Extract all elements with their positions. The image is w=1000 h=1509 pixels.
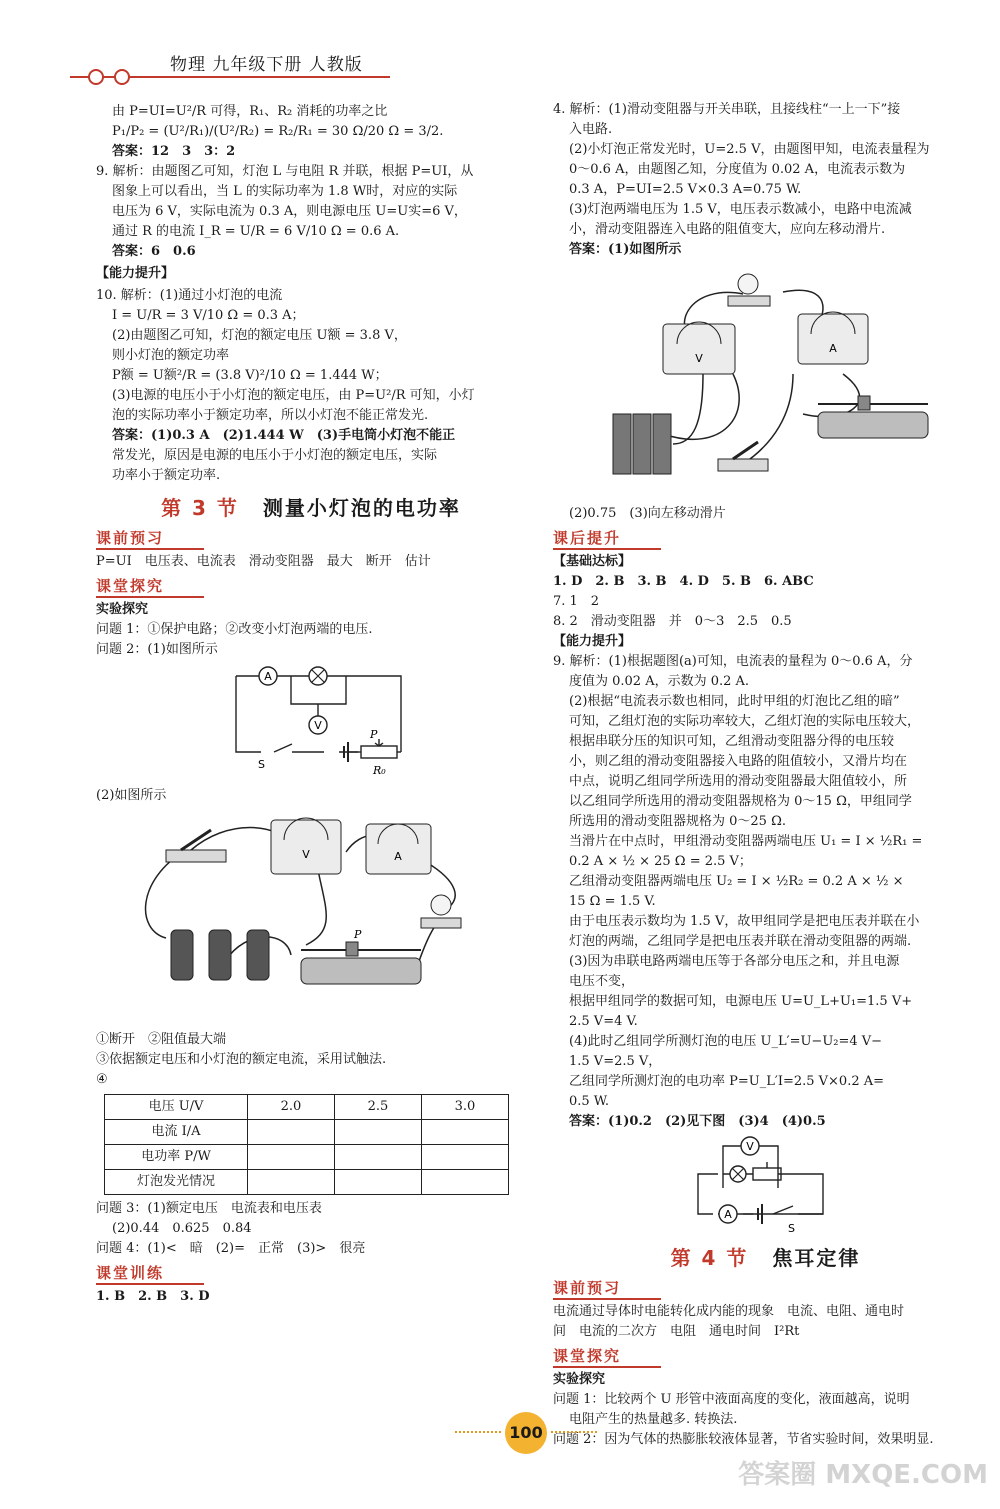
table-cell — [248, 1120, 335, 1145]
battery-icon — [653, 414, 671, 474]
table-cell — [422, 1120, 509, 1145]
ability-tag: 【能力提升】 — [553, 634, 632, 649]
battery-icon — [613, 414, 631, 474]
ability-tag: 【能力提升】 — [96, 266, 175, 281]
q10-answer: 功率小于额定功率. — [112, 468, 221, 483]
q10-line: P额 = U额²/R = (3.8 V)²/10 Ω = 1.444 W； — [112, 368, 388, 383]
table-cell: 2.0 — [248, 1095, 335, 1120]
battery-icon — [171, 930, 193, 980]
preview-answers: 间 电流的二次方 电阻 通电时间 I²Rt — [553, 1324, 800, 1339]
q4-line: 0.3 A，P=UI=2.5 V×0.3 A=0.75 W. — [569, 182, 802, 197]
q10-line: 泡的实际功率小于额定功率，所以小灯泡不能正常发光. — [112, 408, 429, 423]
q9-line: 所选用的滑动变阻器规格为 0～25 Ω. — [569, 814, 786, 829]
ammeter-device-icon — [366, 824, 431, 874]
q9-line: 0.2 A × ½ × 25 Ω = 2.5 V； — [569, 854, 752, 869]
table-row — [105, 1120, 509, 1145]
slider-label: P — [370, 728, 378, 741]
lamp-bulb-icon — [738, 274, 758, 294]
table-row — [105, 1170, 509, 1195]
q4-answer-2: (2)0.75 (3)向左移动滑片 — [569, 506, 726, 521]
right-column — [553, 100, 978, 1450]
question-1: 问题 1：①保护电路；②改变小灯泡两端的电压. — [96, 622, 373, 637]
lamp-bulb-icon — [431, 895, 451, 915]
q9-line: 1.5 V=2.5 V， — [569, 1054, 662, 1069]
q9-line: 电压为 6 V，实际电流为 0.3 A，则电源电压 U=U实=6 V， — [112, 204, 467, 219]
question-2-part-2: (2)如图所示 — [96, 788, 167, 803]
voltmeter-label: V — [314, 719, 322, 732]
page-dots-left — [455, 1431, 501, 1435]
preview-answers: 电流通过导体时电能转化成内能的现象 电流、电阻、通电时 — [553, 1304, 905, 1319]
table-cell: 3.0 — [422, 1095, 509, 1120]
ammeter-device-label: A — [829, 342, 837, 355]
basic-tag: 【基础达标】 — [553, 554, 632, 569]
ammeter-device-label: A — [394, 850, 402, 863]
step-4: ④ — [96, 1072, 108, 1087]
voltmeter-label: V — [746, 1140, 754, 1153]
q10-line: (2)由题图乙可知，灯泡的额定电压 U额 = 3.8 V， — [112, 328, 407, 343]
rheostat-label: R₀ — [373, 764, 386, 777]
q10-answer: 答案：(1)0.3 A (2)1.444 W (3)手电筒小灯泡不能正 — [112, 428, 456, 443]
voltmeter-device-icon — [663, 324, 735, 374]
voltmeter-device-icon — [271, 820, 341, 874]
table-cell — [248, 1170, 335, 1195]
battery-icon — [633, 414, 651, 474]
q10-line: I = U/R = 3 V/10 Ω = 0.3 A； — [112, 308, 305, 323]
preview-heading: 课前预习 — [553, 1278, 661, 1300]
after-class-heading: 课后提升 — [553, 528, 661, 550]
q9-line: 乙组同学所测灯泡的电功率 P=U_L′I=2.5 V×0.2 A= — [569, 1074, 885, 1089]
q9-line: (2)根据“电流表示数也相同，此时甲组的灯泡比乙组的暗” — [569, 694, 900, 709]
section-number: 第 3 节 — [161, 496, 239, 520]
table-cell — [422, 1145, 509, 1170]
circuit-diagram-1 — [96, 664, 516, 782]
apparatus-diagram-2 — [553, 264, 973, 500]
table-cell — [335, 1170, 422, 1195]
q9-line: 当滑片在中点时，甲组滑动变阻器两端电压 U₁ = I × ½R₁ = — [569, 834, 923, 849]
section-4-title — [553, 1248, 978, 1268]
preview-heading: 课前预习 — [96, 528, 204, 550]
switch-label: S — [788, 1222, 795, 1235]
experiment-heading: 实验探究 — [553, 1372, 606, 1387]
switch-label: S — [258, 758, 265, 771]
q9-line: 灯泡的两端，乙组同学是把电压表并联在滑动变阻器的两端. — [569, 934, 912, 949]
q9-line: 通过 R 的电流 I_R = U/R = 6 V/10 Ω = 0.6 A. — [112, 224, 400, 239]
q4-line: 0～0.6 A，由题图乙知，分度值为 0.02 A，电流表示数为 — [569, 162, 906, 177]
battery-icon — [209, 930, 231, 980]
q8-answer: 答案：12 3 3：2 — [112, 144, 236, 159]
q4-line: (2)小灯泡正常发光时，U=2.5 V，由题图甲知，电流表量程为 — [569, 142, 930, 157]
q10-answer: 常发光，原因是电源的电压小于小灯泡的额定电压，实际 — [112, 448, 438, 463]
question-1: 问题 1：比较两个 U 形管中液面高度的变化，液面越高，说明 — [553, 1392, 910, 1407]
q8-line: P₁/P₂ = (U²/R₁)/(U²/R₂) = R₂/R₁ = 30 Ω/20 Ω = 3/2. — [112, 124, 444, 139]
left-column — [96, 102, 526, 1307]
basic-answers: 7. 1 2 — [553, 594, 600, 609]
class-heading: 课堂探究 — [553, 1346, 661, 1368]
table-cell — [248, 1145, 335, 1170]
data-table — [104, 1094, 509, 1195]
page-dots-right — [551, 1431, 597, 1435]
training-heading: 课堂训练 — [96, 1263, 204, 1285]
section-name: 测量小灯泡的电功率 — [262, 496, 461, 520]
q9-line: 以乙组同学所选用的滑动变阻器规格为 0～15 Ω，甲组同学 — [569, 794, 912, 809]
q9-line: 度值为 0.02 A，示数为 0.2 A. — [569, 674, 750, 689]
header-title: 物理 九年级下册 人教版 — [170, 55, 363, 75]
apparatus-diagram-1 — [96, 810, 516, 1026]
table-cell — [335, 1120, 422, 1145]
question-3: 问题 3：(1)额定电压 电流表和电压表 — [96, 1201, 322, 1216]
step-3: ③依据额定电压和小灯泡的额定电流，采用试触法. — [96, 1052, 387, 1067]
q10-line: 则小灯泡的额定功率 — [112, 348, 230, 363]
section-3-title — [96, 498, 526, 518]
q10-line: 10. 解析：(1)通过小灯泡的电流 — [96, 288, 283, 303]
watermark: 答案圈 MXQE.COM — [738, 1460, 988, 1490]
class-heading: 课堂探究 — [96, 576, 204, 598]
section-number: 第 4 节 — [670, 1246, 749, 1270]
table-cell: 2.5 — [335, 1095, 422, 1120]
basic-answers: 1. D 2. B 3. B 4. D 5. B 6. ABC — [553, 574, 814, 589]
slider-device-label: P — [354, 928, 362, 941]
page-header — [70, 50, 390, 90]
ammeter-label: A — [264, 670, 272, 683]
table-cell — [335, 1145, 422, 1170]
q8-line: 由 P=UI=U²/R 可得，R₁、R₂ 消耗的功率之比 — [112, 104, 388, 119]
header-circle-icon — [114, 69, 130, 85]
q9-answer: 答案：6 0.6 — [112, 244, 196, 259]
q9-line: 电压不变， — [569, 974, 635, 989]
table-cell: 电功率 P/W — [105, 1145, 248, 1170]
q4-line: (3)灯泡两端电压为 1.5 V，电压表示数减小，电路中电流减 — [569, 202, 912, 217]
rheostat-icon — [301, 958, 421, 984]
table-cell: 电流 I/A — [105, 1120, 248, 1145]
training-answers: 1. B 2. B 3. D — [96, 1289, 210, 1304]
experiment-heading: 实验探究 — [96, 602, 149, 617]
question-2: 问题 2：(1)如图所示 — [96, 642, 218, 657]
q9-line: 0.5 W. — [569, 1094, 610, 1109]
q4-line: 4. 解析：(1)滑动变阻器与开关串联，且接线柱“一上一下”接 — [553, 102, 901, 117]
q9-line: 9. 解析：由题图乙可知，灯泡 L 与电阻 R 并联，根据 P=UI，从 — [96, 164, 474, 179]
switch-base — [166, 850, 226, 862]
q4-line: 小，滑动变阻器连入电路的阻值变大，应向左移动滑片. — [569, 222, 886, 237]
battery-icon — [247, 930, 269, 980]
basic-answers: 8. 2 滑动变阻器 并 0～3 2.5 0.5 — [553, 614, 792, 629]
q9-line: 根据串联分压的知识可知，乙组滑动变阻器分得的电压较 — [569, 734, 895, 749]
page-number: 100 — [505, 1412, 547, 1454]
table-row — [105, 1145, 509, 1170]
q9-line: 15 Ω = 1.5 V. — [569, 894, 656, 909]
ammeter-device-icon — [798, 314, 868, 364]
q9-line: (3)因为串联电路两端电压等于各部分电压之和，并且电源 — [569, 954, 900, 969]
q9-line: 2.5 V=4 V. — [569, 1014, 638, 1029]
q9-line: 可知，乙组灯泡的实际功率较大，乙组灯泡的实际电压较大， — [569, 714, 921, 729]
q9-line: (4)此时乙组同学所测灯泡的电压 U_L′=U−U₂=4 V− — [569, 1034, 883, 1049]
q9-line: 由于电压表示数均为 1.5 V，故甲组同学是把电压表并联在小 — [569, 914, 920, 929]
q9-line: 图象上可以看出，当 L 的实际功率为 1.8 W时，对应的实际 — [112, 184, 458, 199]
switch-lever-icon — [181, 830, 211, 850]
table-cell: 灯泡发光情况 — [105, 1170, 248, 1195]
q4-line: 入电路. — [569, 122, 613, 137]
question-2: 问题 2：因为气体的热膨胀较液体显著，节省实验时间，效果明显. — [553, 1432, 934, 1447]
q9-line: 根据甲组同学的数据可知，电源电压 U=U_L+U₁=1.5 V+ — [569, 994, 913, 1009]
question-3: (2)0.44 0.625 0.84 — [112, 1221, 252, 1236]
q9-line: 小，则乙组的滑动变阻器接入电路的阻值较小，又滑片均在 — [569, 754, 908, 769]
q9-line: 乙组滑动变阻器两端电压 U₂ = I × ½R₂ = 0.2 A × ½ × — [569, 874, 904, 889]
circuit-diagram-2 — [553, 1136, 973, 1236]
table-cell — [422, 1170, 509, 1195]
rheostat-icon — [818, 412, 928, 438]
voltmeter-device-label: V — [695, 352, 703, 365]
step-1: ①断开 ②阻值最大端 — [96, 1032, 227, 1047]
ammeter-label: A — [724, 1208, 732, 1221]
question-1: 电阻产生的热量越多. 转换法. — [569, 1412, 738, 1427]
table-cell: 电压 U/V — [105, 1095, 248, 1120]
q10-line: (3)电源的电压小于小灯泡的额定电压，由 P=U²/R 可知，小灯 — [112, 388, 475, 403]
switch-base — [718, 459, 768, 471]
q4-answer: 答案：(1)如图所示 — [569, 242, 682, 257]
preview-answers: P=UI 电压表、电流表 滑动变阻器 最大 断开 估计 — [96, 554, 431, 569]
q9-line: 中点，说明乙组同学所选用的滑动变阻器最大阻值较小，所 — [569, 774, 908, 789]
section-name: 焦耳定律 — [772, 1246, 861, 1270]
q9-answer: 答案：(1)0.2 (2)见下图 (3)4 (4)0.5 — [569, 1114, 826, 1129]
voltmeter-device-label: V — [302, 848, 310, 861]
q9-line: 9. 解析：(1)根据题图(a)可知，电流表的量程为 0～0.6 A，分 — [553, 654, 913, 669]
question-4: 问题 4：(1)< 暗 (2)= 正常 (3)> 很亮 — [96, 1241, 366, 1256]
header-circle-icon — [88, 69, 104, 85]
table-row — [105, 1095, 509, 1120]
